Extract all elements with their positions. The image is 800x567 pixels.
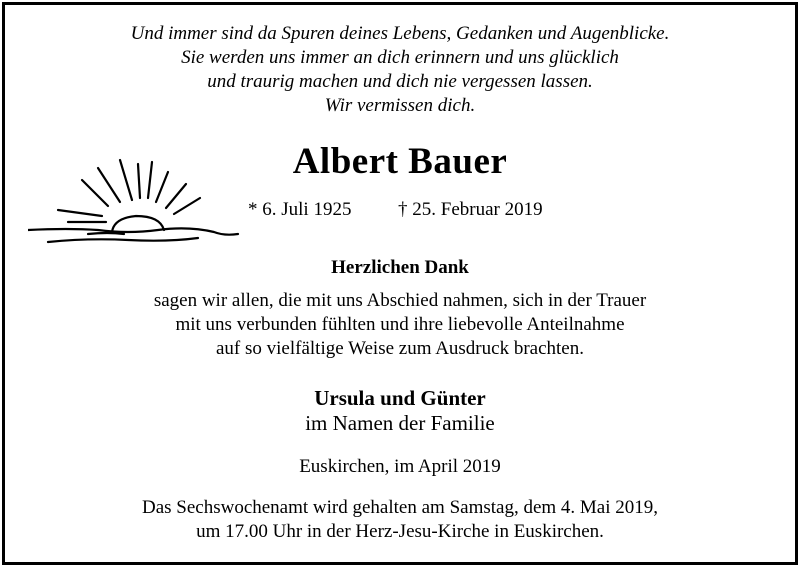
service-line-2: um 17.00 Uhr in der Herz-Jesu-Kirche in Euskirchen.	[196, 521, 604, 542]
thanks-line-2: mit uns verbunden fühlten und ihre liebevolle Anteilnahme	[175, 314, 625, 335]
death-date: † 25. Februar 2019	[398, 199, 543, 220]
family-on-behalf: im Namen der Familie	[305, 411, 495, 435]
verse-line-3: und traurig machen und dich nie vergessen lassen.	[207, 71, 593, 92]
thanks-line-1: sagen wir allen, die mit uns Abschied nahmen, sich in der Trauer	[153, 290, 647, 311]
place-date: Euskirchen, im April 2019	[299, 456, 501, 477]
thanks-heading: Herzlichen Dank	[331, 257, 469, 278]
deceased-name: Albert Bauer	[292, 141, 508, 182]
verse-line-2: Sie werden uns immer an dich erinnern und uns glücklich	[181, 47, 619, 68]
thanks-line-3: auf so vielfältige Weise zum Ausdruck brachten.	[216, 338, 584, 359]
birth-date: * 6. Juli 1925	[248, 199, 352, 220]
setting-sun-icon	[28, 158, 248, 248]
service-line-1: Das Sechswochenamt wird gehalten am Samstag, dem 4. Mai 2019,	[141, 497, 659, 518]
verse-line-1: Und immer sind da Spuren deines Lebens, Gedanken und Augenblicke.	[130, 23, 670, 44]
family-names: Ursula und Günter	[314, 386, 486, 410]
verse-line-4: Wir vermissen dich.	[324, 95, 476, 116]
